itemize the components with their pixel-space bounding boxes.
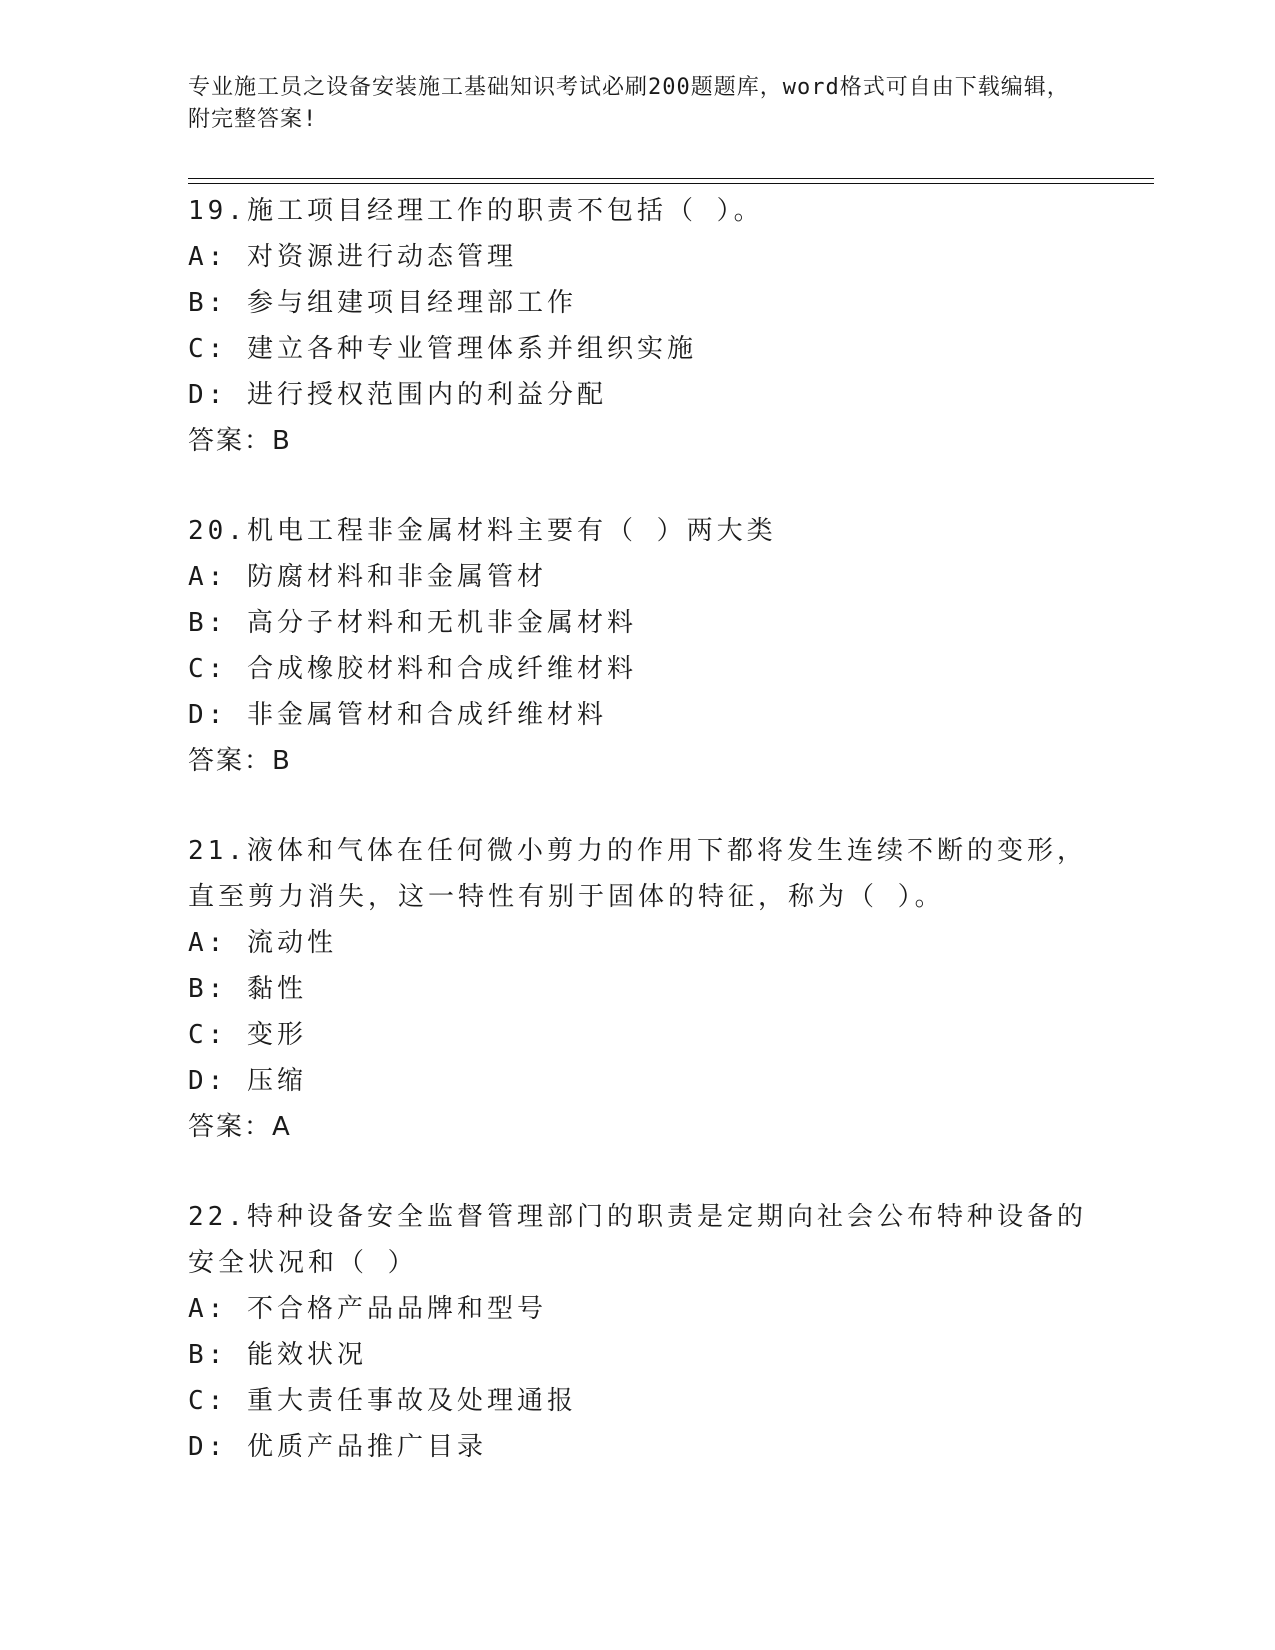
option-a: A: 对资源进行动态管理 (188, 242, 517, 272)
option-d: D: 优质产品推广目录 (188, 1432, 487, 1462)
option-b: B: 黏性 (188, 974, 307, 1004)
document-header (188, 72, 1088, 136)
question-stem: 19.施工项目经理工作的职责不包括（ ）。 (188, 196, 764, 226)
question-spacer (188, 784, 1088, 828)
option-a: A: 防腐材料和非金属管材 (188, 562, 547, 592)
option-d: D: 进行授权范围内的利益分配 (188, 380, 607, 410)
answer: 答案：B (188, 746, 292, 776)
option-b: B: 参与组建项目经理部工作 (188, 288, 577, 318)
option-c: C: 变形 (188, 1020, 307, 1050)
option-a: A: 流动性 (188, 928, 337, 958)
answer: 答案：B (188, 426, 292, 456)
option-d: D: 压缩 (188, 1066, 307, 1096)
option-b: B: 能效状况 (188, 1340, 367, 1370)
question-spacer (188, 464, 1088, 508)
question-list (188, 188, 1088, 1470)
option-d: D: 非金属管材和合成纤维材料 (188, 700, 607, 730)
question-stem: 21.液体和气体在任何微小剪力的作用下都将发生连续不断的变形，直至剪力消失，这一特性有别于固体的特征，称为（ ）。 (188, 836, 1087, 912)
answer: 答案：A (188, 1112, 292, 1142)
document-title: 专业施工员之设备安装施工基础知识考试必刷200题题库，word格式可自由下载编辑，附完整答案! (188, 75, 1070, 132)
option-a: A: 不合格产品品牌和型号 (188, 1294, 547, 1324)
option-c: C: 建立各种专业管理体系并组织实施 (188, 334, 697, 364)
question-spacer (188, 1150, 1088, 1194)
question-19 (188, 188, 1088, 464)
option-c: C: 重大责任事故及处理通报 (188, 1386, 577, 1416)
option-c: C: 合成橡胶材料和合成纤维材料 (188, 654, 637, 684)
header-divider-bottom (188, 183, 1154, 184)
question-21 (188, 828, 1088, 1150)
question-20 (188, 508, 1088, 784)
question-stem: 20.机电工程非金属材料主要有（ ）两大类 (188, 516, 777, 546)
question-stem: 22.特种设备安全监督管理部门的职责是定期向社会公布特种设备的安全状况和（ ） (188, 1202, 1087, 1278)
option-b: B: 高分子材料和无机非金属材料 (188, 608, 637, 638)
header-divider-top (188, 178, 1154, 179)
question-22 (188, 1194, 1088, 1470)
